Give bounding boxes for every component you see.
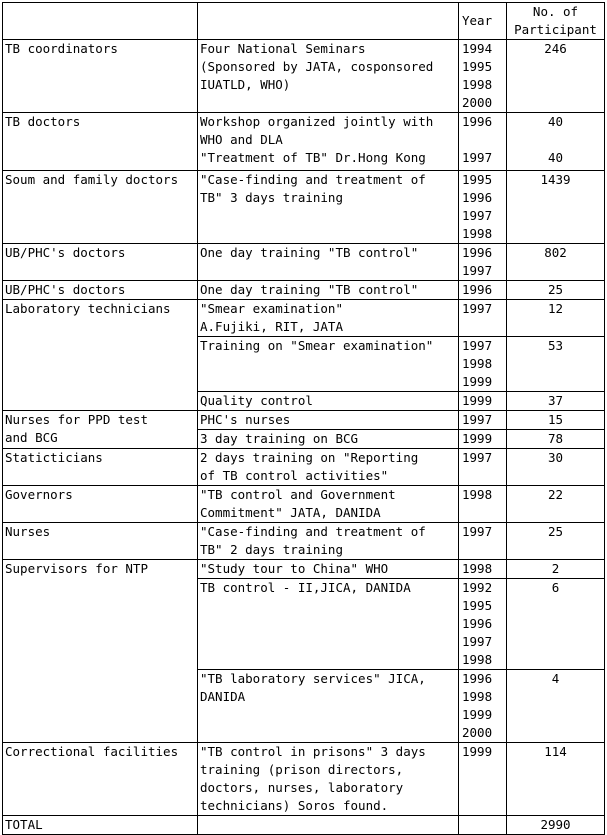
category-cell: Correctional facilities — [3, 743, 198, 816]
category-cell: TB doctors — [3, 113, 198, 171]
table-row — [3, 486, 605, 523]
table-row — [3, 560, 605, 579]
participants-cell: 15 — [507, 411, 605, 430]
participants-cell: 37 — [507, 392, 605, 411]
total-participants: 2990 — [507, 816, 605, 835]
year-cell: 1999 — [459, 392, 507, 411]
activity-cell: Training on "Smear examination" — [198, 337, 459, 392]
activity-cell: "TB control in prisons" 3 days training (prison directors, doctors, nurses, laboratory technicians) Soros found. — [198, 743, 459, 816]
activity-cell: "Smear examination" A.Fujiki, RIT, JATA — [198, 300, 459, 337]
year-cell: 1996 — [459, 281, 507, 300]
year-cell: 1997 1998 1999 — [459, 337, 507, 392]
training-table — [2, 2, 605, 835]
year-cell: 1997 — [459, 411, 507, 430]
activity-cell: "Study tour to China" WHO — [198, 560, 459, 579]
participants-cell: 114 — [507, 743, 605, 816]
activity-cell: "Case-finding and treatment of TB" 3 days training — [198, 171, 459, 244]
year-cell: 1996 1997 — [459, 113, 507, 171]
participants-cell: 78 — [507, 430, 605, 449]
year-cell: 1997 — [459, 523, 507, 560]
category-cell: Nurses for PPD test and BCG — [3, 411, 198, 449]
year-cell: 1997 — [459, 300, 507, 337]
activity-cell: One day training "TB control" — [198, 244, 459, 281]
participants-cell: 53 — [507, 337, 605, 392]
participants-cell: 246 — [507, 40, 605, 113]
participants-cell: 2 — [507, 560, 605, 579]
table-row — [3, 281, 605, 300]
participants-cell: 6 — [507, 579, 605, 670]
total-activity-cell — [198, 816, 459, 835]
year-cell: 1998 — [459, 486, 507, 523]
table-row — [3, 300, 605, 337]
year-cell: 1996 1997 — [459, 244, 507, 281]
category-cell: TB coordinators — [3, 40, 198, 113]
activity-cell: "TB laboratory services" JICA, DANIDA — [198, 670, 459, 743]
year-cell: 1996 1998 1999 2000 — [459, 670, 507, 743]
category-cell: UB/PHC's doctors — [3, 281, 198, 300]
participants-cell: 12 — [507, 300, 605, 337]
table-row — [3, 113, 605, 171]
activity-cell: Quality control — [198, 392, 459, 411]
activity-cell: One day training "TB control" — [198, 281, 459, 300]
table-row — [3, 449, 605, 486]
activity-cell: Four National Seminars (Sponsored by JATA, cosponsored IUATLD, WHO) — [198, 40, 459, 113]
participants-cell: 4 — [507, 670, 605, 743]
table-row — [3, 523, 605, 560]
category-cell: UB/PHC's doctors — [3, 244, 198, 281]
table-row — [3, 743, 605, 816]
year-cell: 1999 — [459, 430, 507, 449]
participants-cell: 30 — [507, 449, 605, 486]
year-cell: 1992 1995 1996 1997 1998 — [459, 579, 507, 670]
participants-cell: 802 — [507, 244, 605, 281]
participants-cell: 22 — [507, 486, 605, 523]
header-category — [3, 3, 198, 40]
activity-cell: 3 day training on BCG — [198, 430, 459, 449]
activity-cell: "Case-finding and treatment of TB" 2 days training — [198, 523, 459, 560]
header-activity — [198, 3, 459, 40]
total-label: TOTAL — [3, 816, 198, 835]
category-cell: Soum and family doctors — [3, 171, 198, 244]
category-cell: Supervisors for NTP — [3, 560, 198, 743]
table-row — [3, 171, 605, 244]
header-participants: No. of Participant — [507, 3, 605, 40]
activity-cell: TB control - II,JICA, DANIDA — [198, 579, 459, 670]
header-row — [3, 3, 605, 40]
category-cell: Governors — [3, 486, 198, 523]
activity-cell: 2 days training on "Reporting of TB control activities" — [198, 449, 459, 486]
table-row — [3, 244, 605, 281]
activity-cell: PHC's nurses — [198, 411, 459, 430]
table-row — [3, 411, 605, 430]
year-cell: 1997 — [459, 449, 507, 486]
year-cell: 1998 — [459, 560, 507, 579]
year-cell: 1994 1995 1998 2000 — [459, 40, 507, 113]
participants-cell: 1439 — [507, 171, 605, 244]
participants-cell: 40 40 — [507, 113, 605, 171]
activity-cell: "TB control and Government Commitment" JATA, DANIDA — [198, 486, 459, 523]
total-year-cell — [459, 816, 507, 835]
table-row — [3, 40, 605, 113]
category-cell: Staticticians — [3, 449, 198, 486]
category-cell: Nurses — [3, 523, 198, 560]
category-cell: Laboratory technicians — [3, 300, 198, 411]
year-cell: 1995 1996 1997 1998 — [459, 171, 507, 244]
participants-cell: 25 — [507, 281, 605, 300]
activity-cell: Workshop organized jointly with WHO and DLA "Treatment of TB" Dr.Hong Kong — [198, 113, 459, 171]
participants-cell: 25 — [507, 523, 605, 560]
header-year: Year — [459, 3, 507, 40]
total-row — [3, 816, 605, 835]
year-cell: 1999 — [459, 743, 507, 816]
